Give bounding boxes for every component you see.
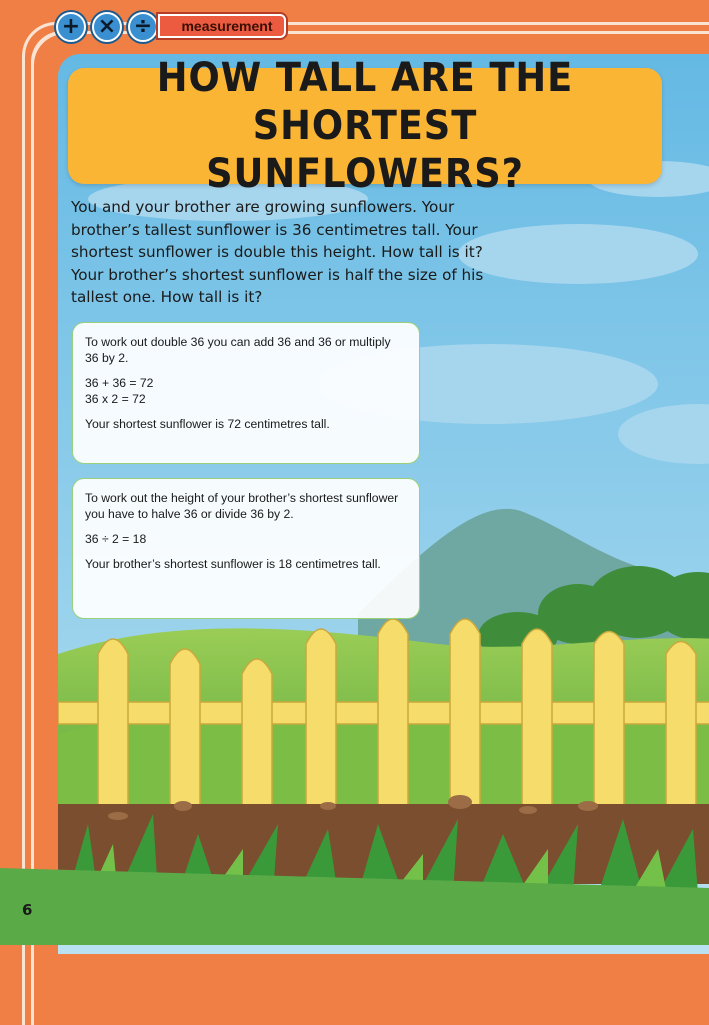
box1-equation-2: 36 x 2 = 72 bbox=[85, 392, 146, 406]
box1-equation-1: 36 + 36 = 72 bbox=[85, 376, 154, 390]
title-line-2: SHORTEST SUNFLOWERS? bbox=[206, 103, 524, 197]
section-label: measurement bbox=[158, 14, 286, 38]
box2-answer: Your brother’s shortest sunflower is 18 centimetres tall. bbox=[85, 557, 381, 571]
box2-equation-1: 36 ÷ 2 = 18 bbox=[85, 532, 147, 546]
divide-icon: ÷ bbox=[128, 12, 158, 42]
times-icon: × bbox=[92, 12, 122, 42]
page-title bbox=[92, 54, 638, 198]
page-number: 6 bbox=[22, 901, 33, 919]
title-banner bbox=[68, 55, 662, 197]
title-line-1: HOW TALL ARE THE bbox=[156, 55, 574, 101]
answer-box-2 bbox=[72, 478, 420, 619]
box1-answer: Your shortest sunflower is 72 centimetres tall. bbox=[85, 417, 330, 431]
box2-explanation: To work out the height of your brother’s shortest sunflower you have to halve 36 or divide 36 by 2. bbox=[85, 491, 399, 521]
intro-paragraph: You and your brother are growing sunflowers. Your brother’s tallest sunflower is 36 centimetres tall. Your shortest sunflower is double this height. How tall is it? Your brother’s shortest sunflower is half the size of his tallest one. How tall is it? bbox=[71, 198, 484, 307]
box1-explanation: To work out double 36 you can add 36 and 36 or multiply 36 by 2. bbox=[85, 335, 391, 365]
plus-icon: + bbox=[56, 12, 86, 42]
green-ground-strip bbox=[0, 868, 709, 945]
answer-box-1 bbox=[72, 322, 420, 464]
